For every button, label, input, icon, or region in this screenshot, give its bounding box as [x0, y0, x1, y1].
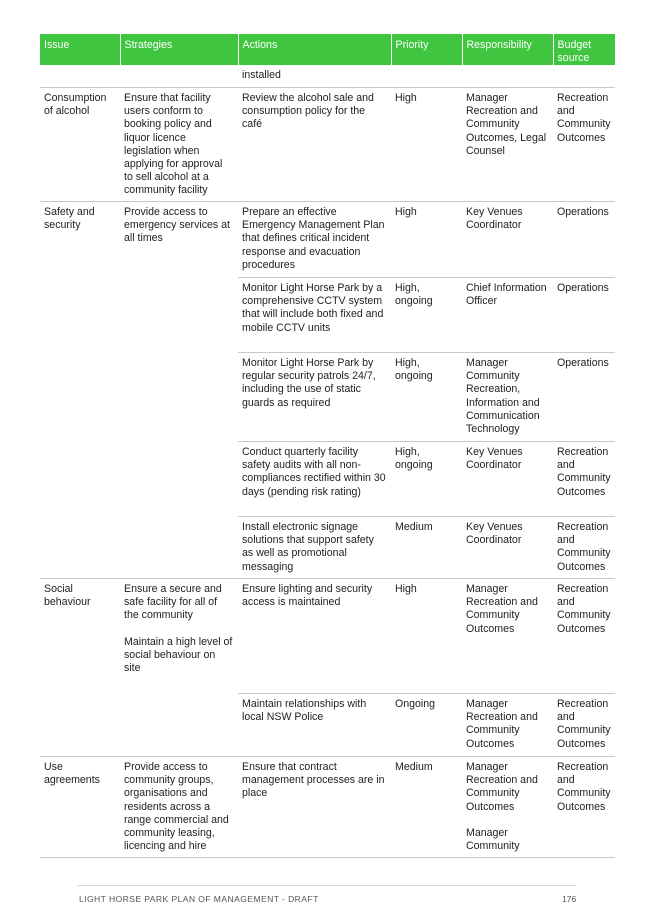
cell-action: Conduct quarterly facility safety audits with all non-compliances rectified within 30 days (pending risk rating): [238, 441, 391, 516]
cell-budget: Operations: [553, 201, 615, 277]
cell-responsibility: Key Venues Coordinator: [462, 516, 553, 578]
responsibility-paragraph: Manager Community: [466, 826, 520, 852]
cell-strategy: [120, 578, 238, 756]
cell-priority: High: [391, 578, 462, 693]
cell-action: Install electronic signage solutions that support safety as well as promotional messaging: [238, 516, 391, 578]
table-row: [40, 87, 615, 201]
header-strategies: Strategies: [120, 34, 238, 65]
cell-responsibility: Key Venues Coordinator: [462, 201, 553, 277]
cell-responsibility: Manager Recreation and Community Outcomes: [462, 693, 553, 756]
footer-page-number: 176: [562, 894, 577, 904]
cell-budget: [553, 65, 615, 87]
footer-divider: [77, 885, 576, 886]
table-row: [40, 578, 615, 693]
cell-responsibility: Manager Community Recreation, Information and Communication Technology: [462, 352, 553, 441]
strategy-paragraph: Ensure a secure and safe facility for all of the community: [124, 582, 222, 622]
cell-responsibility: [462, 756, 553, 857]
cell-budget: Operations: [553, 277, 615, 352]
cell-budget: Operations: [553, 352, 615, 441]
cell-priority: High, ongoing: [391, 277, 462, 352]
cell-priority: Medium: [391, 516, 462, 578]
cell-strategy: [120, 65, 238, 87]
cell-responsibility: Chief Information Officer: [462, 277, 553, 352]
cell-priority: High, ongoing: [391, 352, 462, 441]
table-row: [40, 756, 615, 857]
cell-responsibility: [462, 65, 553, 87]
cell-issue: Social behaviour: [40, 578, 120, 756]
cell-issue: [40, 65, 120, 87]
cell-priority: High: [391, 201, 462, 277]
header-actions: Actions: [238, 34, 391, 65]
header-priority: Priority: [391, 34, 462, 65]
header-responsibility: Responsibility: [462, 34, 553, 65]
cell-strategy: Provide access to community groups, organisations and residents across a range commercial and community leasing, licencing and hire: [120, 756, 238, 857]
cell-priority: [391, 65, 462, 87]
cell-issue: Consumption of alcohol: [40, 87, 120, 201]
cell-priority: High, ongoing: [391, 441, 462, 516]
cell-responsibility: Manager Recreation and Community Outcomes: [462, 578, 553, 693]
cell-action: Prepare an effective Emergency Management Plan that defines critical incident response and evacuation procedures: [238, 201, 391, 277]
cell-strategy: Provide access to emergency services at all times: [120, 201, 238, 578]
cell-budget: Recreation and Community Outcomes: [553, 87, 615, 201]
cell-action: installed: [238, 65, 391, 87]
cell-action: Monitor Light Horse Park by regular security patrols 24/7, including the use of static guards as required: [238, 352, 391, 441]
cell-issue: Safety and security: [40, 201, 120, 578]
cell-budget: Recreation and Community Outcomes: [553, 441, 615, 516]
cell-action: Maintain relationships with local NSW Police: [238, 693, 391, 756]
management-table: [40, 34, 615, 858]
header-budget-source: Budget source: [553, 34, 615, 65]
cell-budget: Recreation and Community Outcomes: [553, 756, 615, 857]
cell-budget: Recreation and Community Outcomes: [553, 693, 615, 756]
header-issue: Issue: [40, 34, 120, 65]
footer-document-title: LIGHT HORSE PARK PLAN OF MANAGEMENT - DRAFT: [79, 894, 319, 904]
table-row: [40, 201, 615, 277]
cell-action: Review the alcohol sale and consumption policy for the café: [238, 87, 391, 201]
table-header-row: [40, 34, 615, 65]
cell-action: Monitor Light Horse Park by a comprehensive CCTV system that will include both fixed and mobile CCTV units: [238, 277, 391, 352]
responsibility-paragraph: Manager Recreation and Community Outcomes: [466, 760, 538, 813]
cell-responsibility: Manager Recreation and Community Outcomes, Legal Counsel: [462, 87, 553, 201]
cell-action: Ensure lighting and security access is maintained: [238, 578, 391, 693]
cell-issue: Use agreements: [40, 756, 120, 857]
cell-priority: Ongoing: [391, 693, 462, 756]
cell-action: Ensure that contract management processes are in place: [238, 756, 391, 857]
strategy-paragraph: Maintain a high level of social behaviour on site: [124, 635, 233, 674]
cell-budget: Recreation and Community Outcomes: [553, 578, 615, 693]
table-row: [40, 65, 615, 87]
cell-strategy: Ensure that facility users conform to booking policy and liquor licence legislation when applying for approval to sell alcohol at a community facility: [120, 87, 238, 201]
cell-priority: High: [391, 87, 462, 201]
cell-priority: Medium: [391, 756, 462, 857]
cell-budget: Recreation and Community Outcomes: [553, 516, 615, 578]
cell-responsibility: Key Venues Coordinator: [462, 441, 553, 516]
